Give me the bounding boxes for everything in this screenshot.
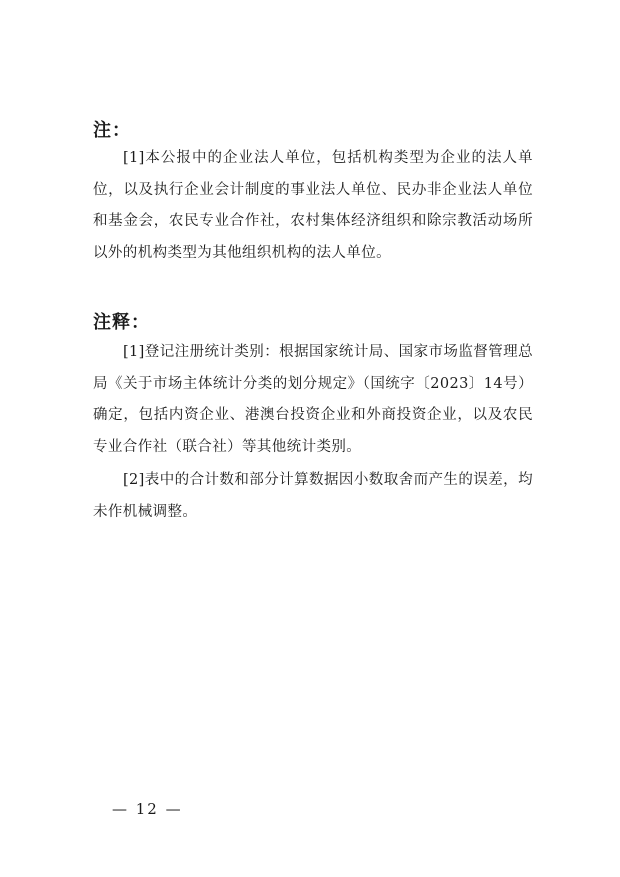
page-number: — 12 — <box>112 800 183 818</box>
note-paragraph-1: [1]本公报中的企业法人单位，包括机构类型为企业的法人单位，以及执行企业会计制度的事业法人单位、民办非企业法人单位和基金会，农民专业合作社，农村集体经济组织和除宗教活动场所以外的机构类型为其他组织机构的法人单位。 <box>93 150 533 261</box>
annotation-paragraph-1: [1]登记注册统计类别：根据国家统计局、国家市场监督管理总局《关于市场主体统计分类的划分规定》（国统字〔2023〕14号）确定，包括内资企业、港澳台投资企业和外商投资企业，以及农民专业合作社（联合社）等其他统计类别。 <box>93 344 533 455</box>
annotation-paragraph-2: [2]表中的合计数和部分计算数据因小数取舍而产生的误差，均未作机械调整。 <box>93 472 533 520</box>
annotation-heading: 注释： <box>93 312 150 333</box>
note-heading: 注： <box>93 120 131 141</box>
